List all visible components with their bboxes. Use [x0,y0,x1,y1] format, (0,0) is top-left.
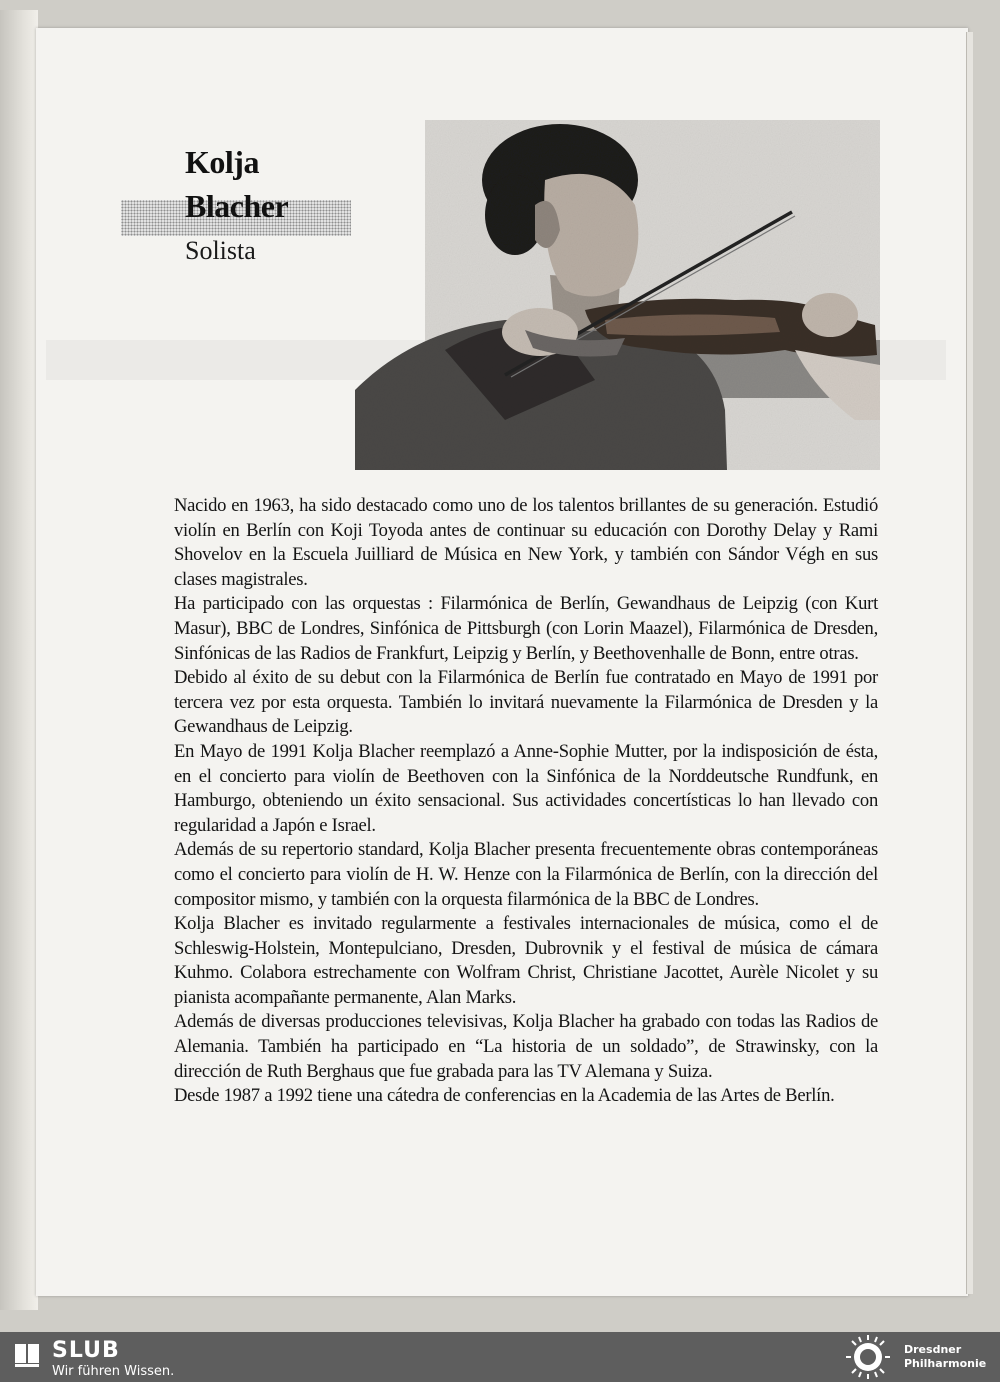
artist-last-name: Blacher [185,188,289,224]
footer-bar [0,1332,1000,1382]
dresdner-philharmonie-logo-icon[interactable] [842,1334,894,1380]
bio-paragraph: Kolja Blacher es invitado regularmente a festivales internacionales de música, como el de Schleswig-Holstein, Montepulciano, Dresden, Dubrovnik y el festival de música de cámara Kuhmo. Colabora estrechamente con Wolfram Christ, Christiane Jacottet, Aurèle Nicolet y su pianista acompañante permanente, Alan Marks. [174,913,878,1008]
bio-paragraph: En Mayo de 1991 Kolja Blacher reemplazó a Anne-Sophie Mutter, por la indisposición de ésta, en el concierto para violín de Beethoven con la Sinfónica de la Norddeutsche Rundfunk, en Hamburgo, obteniendo un éxito sensacional. Sus actividades concertísticas lo han llevado con regularidad a Japón e Israel. [174,740,878,836]
dp-line-1: Dresdner [904,1343,962,1356]
artist-title [185,140,288,228]
page-right-edge [966,32,973,1294]
bio-paragraph: Ha participado con las orquestas : Filarmónica de Berlín, Gewandhaus de Leipzig (con Kurt Masur), BBC de Londres, Sinfónica de Pittsburgh (con Lorin Maazel), Filarmónica de Dresden, Sinfónicas de las Radios de Frankfurt, Leipzig y Berlín, y Beethovenhalle de Bonn, entre otras. [174,593,878,664]
bio-paragraph: Debido al éxito de su debut con la Filarmónica de Berlín fue contratado en Mayo de 1991 por tercera vez por esta orquesta. También lo invitará nuevamente la Filarmónica de Dresden y la Gewandhaus de Leipzig. [174,667,878,738]
bio-paragraph: Además de diversas producciones televisivas, Kolja Blacher ha grabado con todas las Radios de Alemania. También ha participado en “La historia de un soldado”, de Strawinsky, con la dirección de Ruth Berghaus que fue grabada para las TV Alemana y Suiza. [174,1011,878,1082]
violinist-photo [355,120,880,470]
artist-role: Solista [185,236,256,265]
slub-tagline: Wir führen Wissen. [52,1364,175,1379]
bio-paragraph: Además de su repertorio standard, Kolja Blacher presenta frecuentemente obras contemporáneas como el concierto para violín de H. W. Henze con la Filarmónica de Berlín, con la dirección del compositor mismo, y también con la orquesta filarmónica de la BBC de Londres. [174,839,878,910]
bio-paragraph: Nacido en 1963, ha sido destacado como uno de los talentos brillantes de su generación. Estudió violín en Berlín con Koji Toyoda antes de continuar su educación con Dorothy Delay y Rami Shovelov en la Escuela Juilliard de Música en New York, y también con Sándor Végh en sus clases magistrales. [174,495,878,590]
previous-page-edge [0,10,38,1310]
slub-name[interactable]: SLUB [52,1338,120,1363]
bio-paragraph: Desde 1987 a 1992 tiene una cátedra de conferencias en la Academia de las Artes de Berlín. [174,1085,835,1107]
dp-line-2: Philharmonie [904,1357,987,1370]
biography-text [174,494,878,1109]
dresdner-philharmonie-label [904,1343,986,1371]
slub-book-icon[interactable] [12,1339,42,1369]
artist-first-name: Kolja [185,144,259,180]
